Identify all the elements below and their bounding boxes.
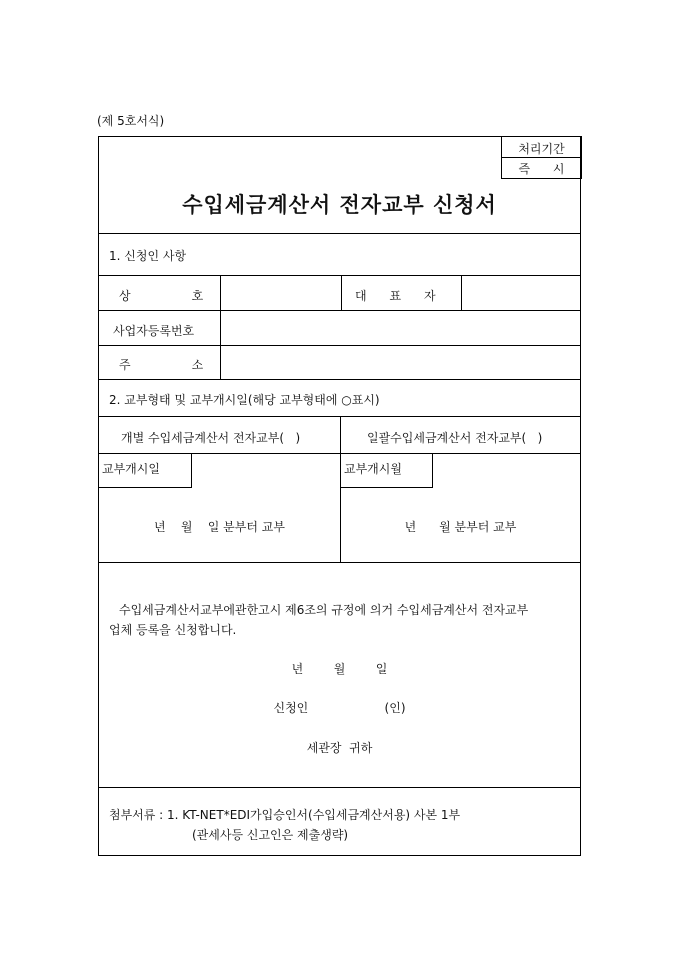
business-number-input[interactable]: [221, 311, 580, 345]
representative-label: 대 표 자: [355, 289, 436, 303]
start-day-tab: 교부개시일: [99, 454, 192, 488]
section1-heading: 1. 신청인 사항: [109, 249, 187, 263]
statement-line-1: 수입세금계산서교부에관한고시 제6조의 규정에 의거 수입세금계산서 전자교부: [119, 603, 529, 617]
application-form: [98, 136, 581, 856]
form-number: (제 5호서식): [97, 114, 165, 128]
company-label: 상 호: [119, 289, 204, 303]
start-month-text: 년 월 분부터 교부: [404, 520, 517, 534]
addressee: 세관장 귀하: [306, 741, 373, 755]
bulk-issue-option[interactable]: 일괄수입세금계산서 전자교부( ): [367, 431, 543, 445]
processing-period-box: [501, 136, 582, 179]
attachments-line-1: 첨부서류 : 1. KT-NET*EDI가입승인서(수입세금계산서용) 사본 1부: [109, 808, 461, 822]
processing-period-label: 처리기간: [518, 142, 565, 156]
application-date: 년 월 일: [291, 662, 388, 676]
start-day-text: 년 월 일 분부터 교부: [154, 520, 285, 534]
company-input[interactable]: [221, 276, 340, 310]
representative-input[interactable]: [462, 276, 580, 310]
form-title: 수입세금계산서 전자교부 신청서: [182, 192, 497, 217]
attachments-line-2: (관세사등 신고인은 제출생략): [192, 828, 349, 842]
address-label: 주 소: [119, 358, 204, 372]
statement-line-2: 업체 등록을 신청합니다.: [109, 623, 237, 637]
address-input[interactable]: [221, 346, 580, 379]
start-month-tab: 교부개시월: [341, 454, 433, 488]
processing-period-value: 즉 시: [518, 162, 565, 176]
applicant-signature: 신청인 (인): [273, 701, 406, 715]
individual-issue-option[interactable]: 개별 수입세금계산서 전자교부( ): [121, 431, 301, 445]
section2-heading: 2. 교부형태 및 교부개시일(해당 교부형태에 ○표시): [109, 393, 380, 407]
business-number-label: 사업자등록번호: [113, 324, 195, 338]
